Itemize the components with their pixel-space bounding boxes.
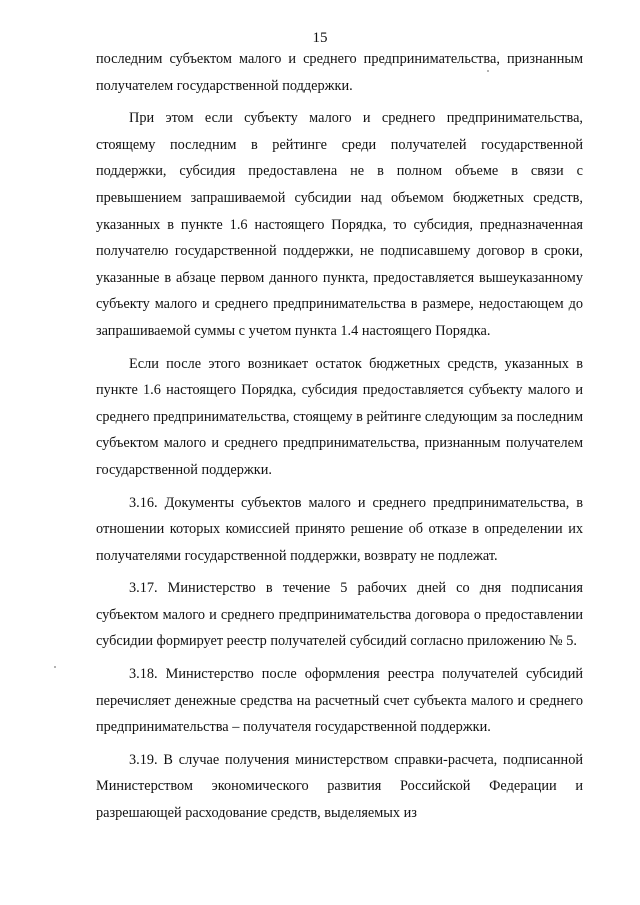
paragraph-remainder: Если после этого возникает остаток бюджетных средств, указанных в пункте 1.6 настоящего Порядка, субсидия предоставляется субъекту малого и среднего предпринимательства, стоящему в рейтинге следующим за последним субъектом малого и среднего предпринимательства, признанным получателем государственной поддержки. [96,355,583,478]
page-number: 15 [312,30,328,46]
paragraph-shortfall: При этом если субъекту малого и среднего предпринимательства, стоящему последним в рейтинге среди получателей государственной поддержки, субсидия предоставлена не в полном объеме в связи с превышением запрашиваемой субсидии над объемом бюджетных средств, указанных в пункте 1.6 настоящего Порядка, то субсидия, предназначенная получателю государственной поддержки, не подписавшему договор в сроки, указанные в абзаце первом данного пункта, предоставляется вышеуказанному субъекту малого и среднего предпринимательства в размере, недостающем до запрашиваемой суммы с учетом пункта 1.4 настоящего Порядка. [96,110,583,339]
paragraph-item-3-18: 3.18. Министерство после оформления реестра получателей субсидий перечисляет денежные средства на расчетный счет субъекта малого и среднего предпринимательства – получателя государственной поддержки. [96,666,583,736]
paragraph-item-3-19: 3.19. В случае получения министерством справки-расчета, подписанной Министерством экономического развития Российской Федерации и разрешающей расходование средств, выделяемых из [96,751,583,822]
paragraph-item-3-17: 3.17. Министерство в течение 5 рабочих дней со дня подписания субъектом малого и среднего предпринимательства договора о предоставлении субсидии формирует реестр получателей субсидий согласно приложению № 5. [96,580,583,650]
scan-speck [54,666,56,668]
paragraph-continuation: последним субъектом малого и среднего предпринимательства, признанным получателем государственной поддержки. [96,51,583,94]
paragraph-item-3-16: 3.16. Документы субъектов малого и среднего предпринимательства, в отношении которых комиссией принято решение об отказе в определении их получателями государственной поддержки, возврату не подлежат. [96,494,583,564]
document-body [96,46,583,833]
scan-speck [487,70,489,72]
